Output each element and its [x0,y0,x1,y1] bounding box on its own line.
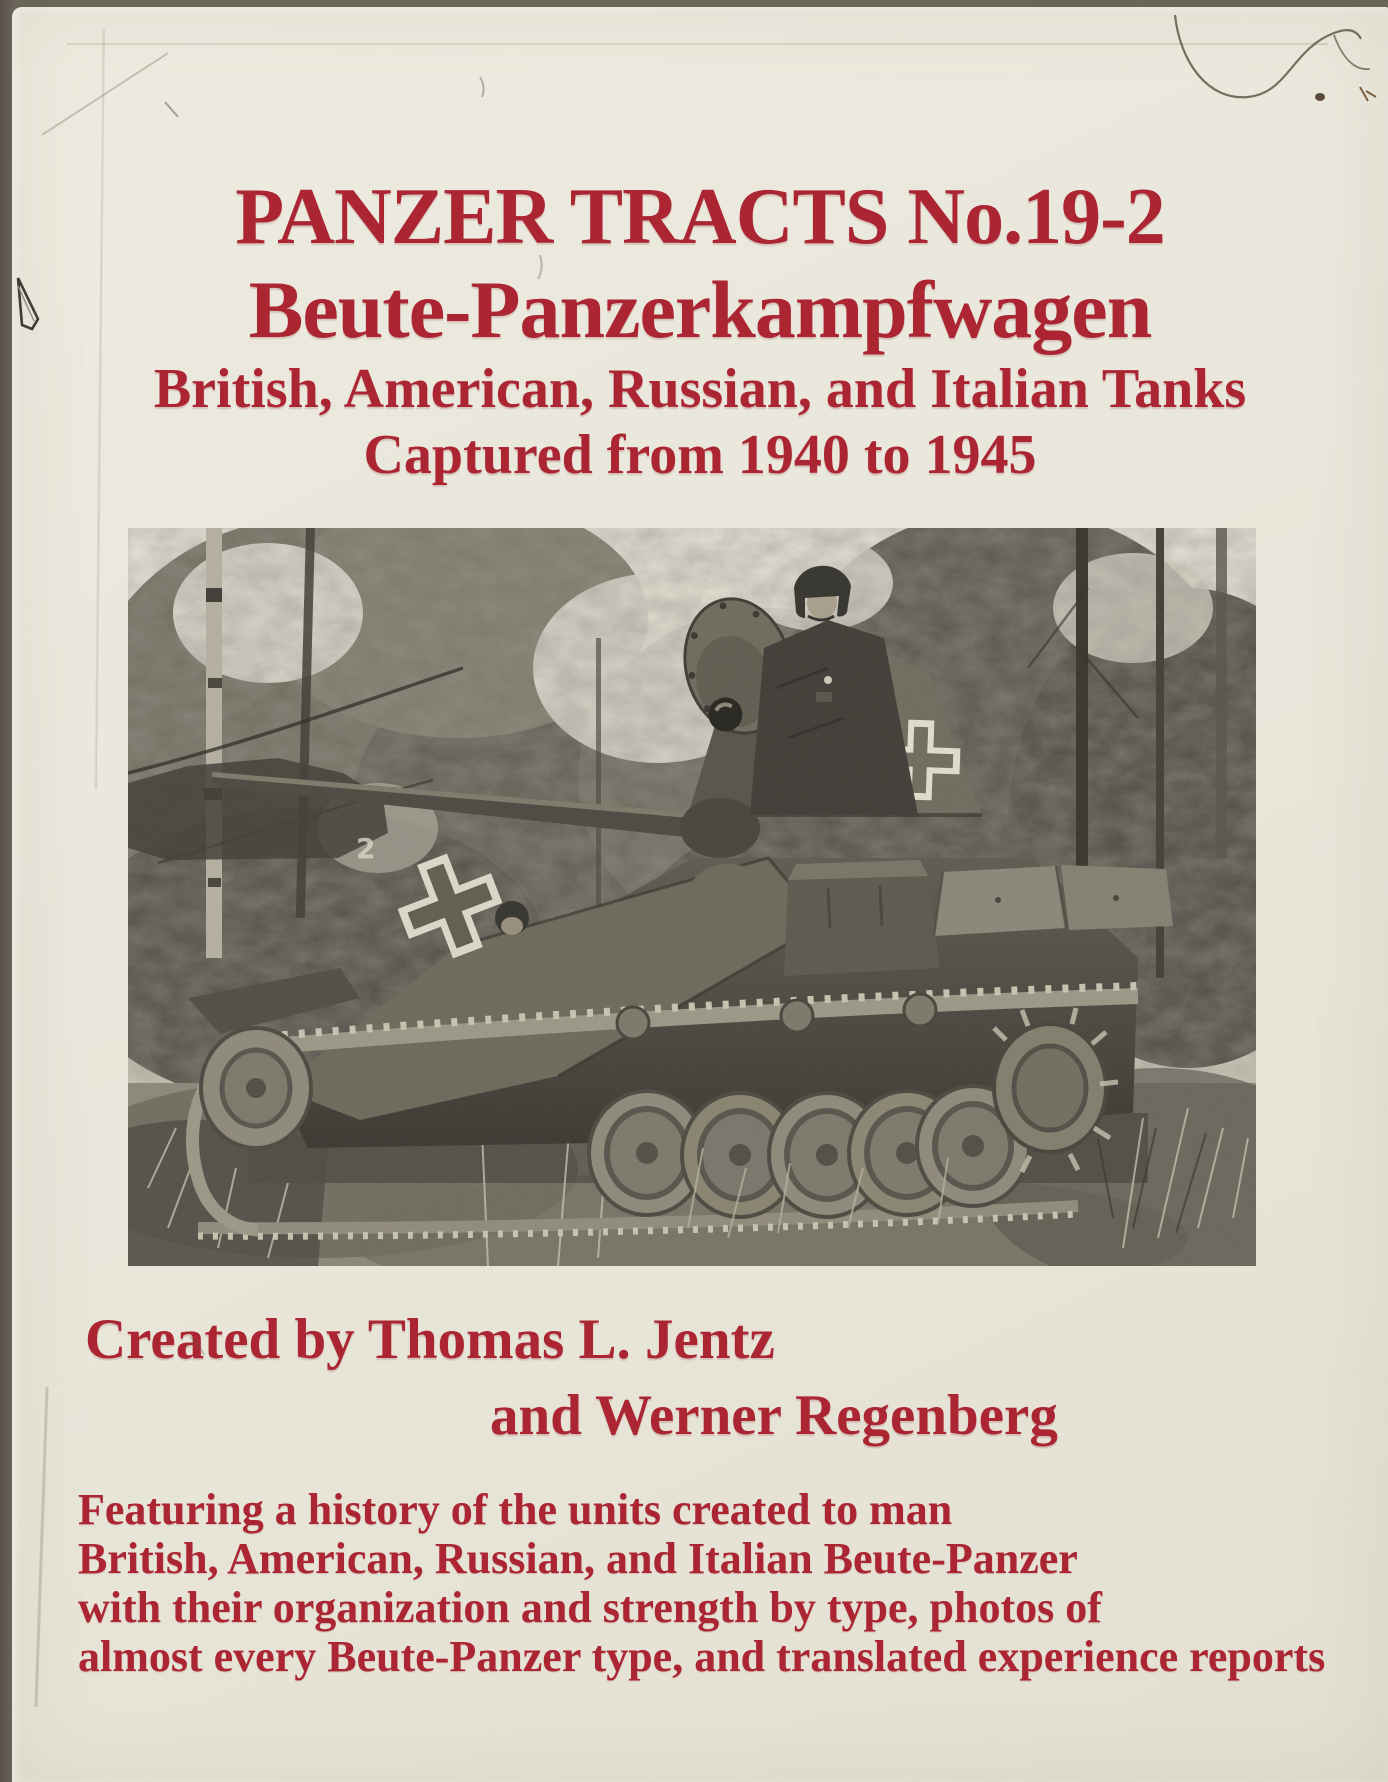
crease-horizontal-top [67,43,1328,45]
title-line-2: Beute-Panzerkampfwagen [248,264,1152,355]
blurb-line-4: almost every Beute-Panzer type, and translated experience reports [78,1632,1326,1681]
film-grain-overlay [128,528,1256,1266]
thread-mark [1175,15,1361,97]
blurb-line-1: Featuring a history of the units created to man [78,1485,953,1534]
title-line-1: PANZER TRACTS No.19-2 [235,173,1165,261]
book-cover [12,7,1388,1782]
title-line-3: British, American, Russian, and Italian Tanks [153,358,1247,420]
cover-photo [128,528,1256,1266]
title-line-4: Captured from 1940 to 1945 [363,424,1037,486]
crease-diagonal-topleft [42,52,169,135]
pencil-mark [165,102,178,117]
crease-vertical-bottomleft [34,1387,48,1707]
blurb-paragraph [78,1485,1325,1681]
small-scribble-mark [1360,87,1376,101]
ink-speck [1315,93,1325,101]
author-line-1: Created by Thomas L. Jentz [85,1308,775,1371]
author-line-2: and Werner Regenberg [490,1384,1058,1447]
background-vehicle-number: 2 [356,832,376,865]
blurb-line-3: with their organization and strength by type, photos of [78,1583,1102,1632]
blurb-line-2: British, American, Russian, and Italian Beute-Panzer [78,1534,1078,1583]
